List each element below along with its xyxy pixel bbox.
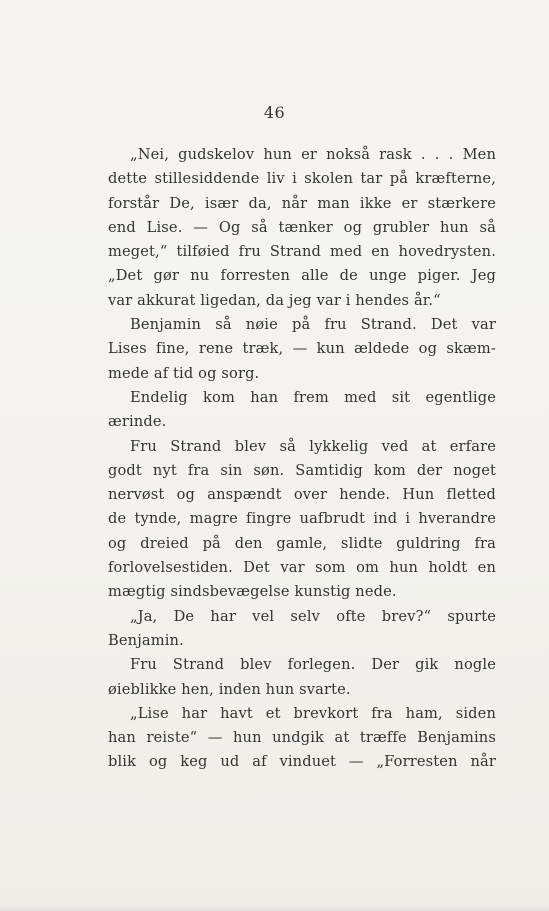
text-line: nervøst og anspændt over hende. Hun fletted: [108, 486, 496, 504]
text-line: forstår De, især da, når man ikke er stærkere: [108, 194, 496, 212]
text-line: øieblikke hen, inden hun svarte.: [108, 680, 351, 698]
text-line: meget,“ tilføied fru Strand med en hovedrysten.: [108, 243, 496, 261]
text-line: godt nyt fra sin søn. Samtidig kom der noget: [108, 461, 496, 479]
page-number: 46: [263, 103, 286, 122]
text-line: han reiste“ — hun undgik at træffe Benjamins: [108, 729, 496, 747]
body-text: [108, 143, 496, 775]
text-line: og dreied på den gamle, slidte guldring fra: [108, 534, 496, 552]
text-line: end Lise. — Og så tænker og grubler hun så: [108, 218, 496, 236]
text-line: Benjamin.: [108, 631, 184, 649]
text-line: de tynde, magre fingre uafbrudt ind i hverandre: [108, 510, 496, 528]
text-line: Endelig kom han frem med sit egentlige: [130, 388, 496, 406]
text-line: Fru Strand blev så lykkelig ved at erfare: [130, 437, 496, 455]
text-line: mede af tid og sorg.: [108, 364, 260, 382]
text-line: forlovelsestiden. Det var som om hun holdt en: [108, 559, 496, 577]
text-line: „Det gør nu forresten alle de unge piger. Jeg: [108, 267, 496, 285]
text-line: blik og keg ud af vinduet — „Forresten når: [108, 753, 496, 771]
text-line: „Ja, De har vel selv ofte brev?“ spurte: [130, 607, 496, 625]
text-line: dette stillesiddende liv i skolen tar på kræfterne,: [108, 170, 496, 188]
text-line: var akkurat ligedan, da jeg var i hendes år.“: [108, 291, 441, 309]
text-line: „Nei, gudskelov hun er nokså rask . . . Men: [130, 146, 496, 163]
page-edge-shadow: [0, 905, 549, 911]
text-line: „Lise har havt et brevkort fra ham, siden: [130, 704, 496, 722]
text-line: mægtig sindsbevægelse kunstig nede.: [108, 583, 397, 601]
text-line: Lises fine, rene træk, — kun ældede og skæm-: [108, 340, 496, 358]
text-line: Fru Strand blev forlegen. Der gik nogle: [130, 656, 496, 674]
text-line: Benjamin så nøie på fru Strand. Det var: [130, 316, 496, 334]
text-line: ærinde.: [108, 413, 167, 431]
